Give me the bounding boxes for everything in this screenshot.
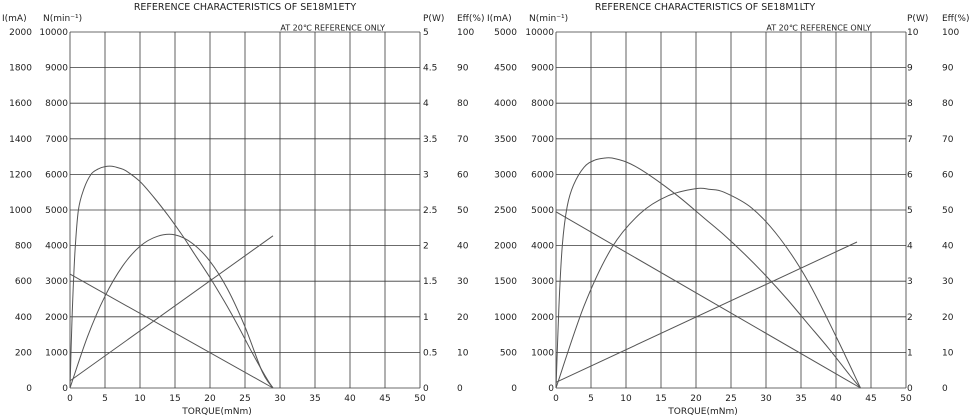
x-tick-label: 10 (620, 394, 632, 404)
y-tick-label-eff: 20 (457, 312, 469, 323)
chart-note: AT 20℃ REFERENCE ONLY (766, 23, 871, 33)
y-tick-label-p: 5 (907, 206, 913, 216)
x-tick-label: 0 (67, 394, 73, 404)
x-axis-label: TORQUE(mNm) (668, 407, 738, 416)
y-tick-label-p: 1 (907, 348, 913, 359)
y-tick-label-p: 3.5 (423, 134, 438, 145)
y-tick-label-i: 0 (26, 384, 32, 394)
y-tick-label-i: 0 (511, 384, 517, 394)
y-tick-label-p: 6 (907, 170, 913, 181)
y-tick-label-i: 4000 (494, 99, 517, 110)
plot-grid (556, 32, 906, 388)
chart-panel-1 (2, 2, 484, 416)
x-tick-label: 5 (588, 394, 594, 404)
y-tick-label-eff: 30 (942, 277, 954, 288)
chart-title: REFERENCE CHARACTERISTICS OF SE18M1LTY (594, 2, 816, 13)
x-tick-label: 40 (344, 394, 356, 404)
y-tick-label-eff: 50 (457, 206, 469, 216)
x-tick-label: 25 (725, 394, 737, 404)
x-tick-label: 15 (169, 394, 181, 404)
y-tick-label-i: 500 (499, 348, 517, 359)
y-tick-label-n: 1000 (45, 348, 68, 359)
x-tick-label: 35 (309, 394, 321, 404)
series-line-i (556, 242, 857, 382)
plot-grid (70, 32, 420, 388)
series-group (556, 158, 861, 388)
y-tick-label-i: 200 (14, 348, 32, 359)
y-tick-label-i: 2000 (494, 241, 517, 252)
y-tick-label-eff: 90 (942, 63, 954, 74)
y-tick-label-p: 1.5 (423, 277, 438, 288)
axis-label-eff: Eff(%) (942, 14, 970, 24)
y-tick-label-p: 2 (423, 241, 429, 252)
y-tick-label-p: 9 (907, 63, 913, 74)
y-tick-label-p: 7 (907, 134, 913, 145)
series-line-p (556, 188, 861, 388)
y-tick-label-i: 3500 (494, 134, 517, 145)
series-line-n (70, 274, 273, 388)
x-tick-label: 50 (414, 394, 426, 404)
y-tick-label-n: 9000 (531, 63, 554, 74)
y-tick-label-eff: 40 (942, 241, 954, 252)
axis-label-p: P(W) (423, 14, 445, 24)
x-tick-label: 20 (690, 394, 702, 404)
y-tick-label-p: 8 (907, 99, 913, 110)
x-tick-label: 15 (655, 394, 667, 404)
y-tick-label-n: 4000 (531, 241, 554, 252)
y-tick-label-i: 800 (14, 241, 32, 252)
y-tick-label-n: 0 (548, 384, 554, 394)
axis-label-eff: Eff(%) (457, 14, 485, 24)
y-tick-label-eff: 90 (457, 63, 469, 74)
x-tick-label: 30 (274, 394, 286, 404)
x-tick-label: 35 (795, 394, 807, 404)
x-tick-label: 0 (553, 394, 559, 404)
y-tick-label-eff: 40 (457, 241, 469, 252)
y-tick-label-eff: 10 (457, 348, 469, 359)
series-line-i (70, 236, 273, 381)
y-tick-label-n: 8000 (531, 99, 554, 110)
chart-note: AT 20℃ REFERENCE ONLY (280, 23, 385, 33)
y-tick-label-p: 3 (423, 170, 429, 181)
x-tick-label: 30 (760, 394, 772, 404)
series-line-eff (556, 158, 861, 388)
y-tick-label-n: 7000 (531, 134, 554, 145)
y-tick-label-n: 6000 (45, 170, 68, 181)
y-tick-label-p: 2 (907, 312, 913, 323)
y-tick-label-eff: 70 (457, 134, 469, 145)
y-tick-label-eff: 80 (457, 99, 469, 110)
y-tick-label-i: 1400 (9, 134, 32, 145)
y-tick-label-eff: 80 (942, 99, 954, 110)
y-tick-label-n: 4000 (45, 241, 68, 252)
y-tick-label-eff: 0 (457, 384, 463, 394)
x-tick-label: 25 (239, 394, 251, 404)
y-tick-label-eff: 60 (942, 170, 954, 181)
y-tick-label-i: 600 (14, 277, 32, 288)
y-tick-label-eff: 0 (942, 384, 948, 394)
y-tick-label-i: 1800 (9, 63, 32, 74)
y-tick-label-p: 0 (907, 384, 913, 394)
y-tick-label-p: 5 (423, 28, 429, 38)
y-tick-label-i: 2000 (9, 28, 32, 38)
y-tick-label-p: 4.5 (423, 63, 438, 74)
y-tick-label-n: 6000 (531, 170, 554, 181)
y-tick-label-n: 10000 (39, 28, 68, 38)
y-tick-label-eff: 20 (942, 312, 954, 323)
y-tick-label-n: 8000 (45, 99, 68, 110)
axis-label-n: N(min⁻¹) (43, 14, 83, 24)
y-tick-label-p: 1 (423, 312, 429, 323)
y-tick-label-n: 3000 (531, 277, 554, 288)
y-tick-label-eff: 100 (457, 28, 475, 38)
x-tick-label: 50 (900, 394, 912, 404)
y-tick-label-i: 3000 (494, 170, 517, 181)
y-tick-label-n: 5000 (45, 206, 68, 216)
y-tick-label-p: 4 (907, 241, 913, 252)
x-tick-label: 5 (102, 394, 108, 404)
y-tick-label-eff: 70 (942, 134, 954, 145)
axis-label-n: N(min⁻¹) (529, 14, 569, 24)
y-tick-label-eff: 50 (942, 206, 954, 216)
y-tick-label-i: 1600 (9, 99, 32, 110)
chart-title: REFERENCE CHARACTERISTICS OF SE18M1ETY (133, 2, 357, 13)
x-tick-label: 45 (865, 394, 877, 404)
y-tick-label-p: 10 (907, 28, 919, 38)
y-tick-label-p: 4 (423, 99, 429, 110)
y-tick-label-i: 5000 (494, 28, 517, 38)
series-line-n (556, 212, 861, 388)
y-tick-label-n: 3000 (45, 277, 68, 288)
y-tick-label-i: 400 (14, 312, 32, 323)
chart-panel-2 (487, 2, 969, 416)
y-tick-label-eff: 60 (457, 170, 469, 181)
y-tick-label-n: 10000 (525, 28, 554, 38)
x-axis-label: TORQUE(mNm) (182, 407, 252, 416)
y-tick-label-n: 2000 (531, 312, 554, 323)
y-tick-label-n: 5000 (531, 206, 554, 216)
y-tick-label-n: 9000 (45, 63, 68, 74)
series-line-eff (70, 166, 273, 388)
y-tick-label-eff: 10 (942, 348, 954, 359)
y-tick-label-eff: 100 (942, 28, 960, 38)
axis-label-i: I(mA) (2, 14, 27, 24)
y-tick-label-n: 1000 (531, 348, 554, 359)
y-tick-label-i: 2500 (494, 206, 517, 216)
x-tick-label: 45 (379, 394, 391, 404)
x-tick-label: 40 (830, 394, 842, 404)
y-tick-label-p: 2.5 (423, 206, 438, 216)
y-tick-label-p: 0.5 (423, 348, 438, 359)
y-tick-label-n: 0 (62, 384, 68, 394)
x-tick-label: 20 (204, 394, 216, 404)
x-tick-label: 10 (134, 394, 146, 404)
y-tick-label-i: 4500 (494, 63, 517, 74)
y-tick-label-n: 2000 (45, 312, 68, 323)
y-tick-label-p: 0 (423, 384, 429, 394)
axis-label-i: I(mA) (487, 14, 512, 24)
series-group (70, 166, 273, 388)
y-tick-label-i: 1000 (9, 206, 32, 216)
y-tick-label-eff: 30 (457, 277, 469, 288)
axis-label-p: P(W) (907, 14, 929, 24)
y-tick-label-i: 1500 (494, 277, 517, 288)
y-tick-label-i: 1200 (9, 170, 32, 181)
y-tick-label-p: 3 (907, 277, 913, 288)
y-tick-label-n: 7000 (45, 134, 68, 145)
y-tick-label-i: 1000 (494, 312, 517, 323)
